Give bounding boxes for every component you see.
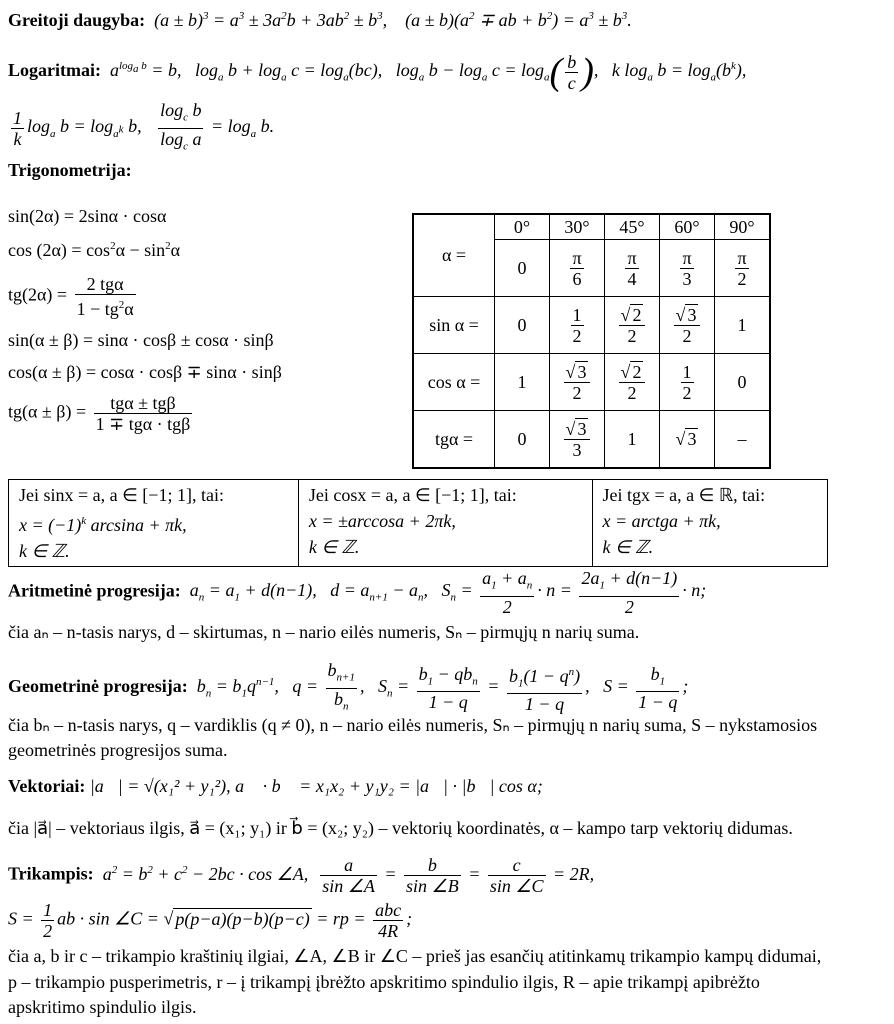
sin-cell: $\frac{1}{2}$ (550, 297, 605, 354)
tg-cell: 1 (605, 411, 660, 469)
sin-cell: 1 (715, 297, 771, 354)
geometric-progression-line (8, 660, 688, 716)
fast-multiplication-line (8, 10, 632, 31)
trig-values-table (412, 213, 771, 469)
triangle-note-2: p – trikampio pusperimetris, r – į trikampį įbrėžto apskritimo spindulio ilgis, R – apie trikampį apibrėžto (8, 972, 760, 992)
trigonometry-label: Trigonometrija: (8, 160, 132, 180)
row-label-sin: sin α = (413, 297, 495, 354)
cos-cell: $\frac{√ 2}{2}$ (605, 354, 660, 411)
arithmetic-progression-label: Aritmetinė progresija: (8, 580, 181, 601)
cos-cell: 0 (715, 354, 771, 411)
vectors-line (8, 776, 543, 797)
equation-sin-cell (9, 480, 299, 567)
degree-cell: 30° (550, 214, 605, 240)
arithmetic-progression-formula: $a_n = a_1 + d(n-1)$, $d = a_{n+1} - a_n$, $S_n$ = $\frac{a_1 + a_n}{2}$ · n = $\frac{2a_1 + d(n-1)}{2}$ · n; (185, 568, 707, 617)
geometric-progression-note-2: geometrinės progresijos suma. (8, 740, 228, 760)
triangle-label: Trikampis: (8, 863, 94, 884)
degree-cell: 45° (605, 214, 660, 240)
degree-cell: 0° (495, 214, 550, 240)
tg-cell: – (715, 411, 771, 469)
logarithms-label: Logaritmai: (8, 60, 101, 81)
cos-cell: 1 (495, 354, 550, 411)
row-label-tg: tgα = (413, 411, 495, 469)
equation-line: $x = (-1)^k$ arcsina + πk, (19, 515, 187, 535)
vectors-note: čia |a⃗| – vektoriaus ilgis, a⃗ = (x₁; y₁) ir b⃗ = (x₂; y₂) – vektorių koordinatės, α – kampo tarp vektorių didumas. (8, 818, 793, 838)
vectors-label: Vektoriai: (8, 776, 86, 796)
row-label-cos: cos α = (413, 354, 495, 411)
sin-cell: $\frac{√ 3}{2}$ (660, 297, 715, 354)
radian-cell: 0 (495, 240, 550, 297)
triangle-formula-2: S = $\frac{1}{2}$ ab · sin ∠C = √ p(p−a)(p−b)(p−c) = rp = $\frac{\text{abc}}{4R}$ ; (8, 900, 413, 941)
radian-cell: $\frac{\pi}{4}$ (605, 240, 660, 297)
equation-cos-cell (298, 480, 592, 567)
triangle-note-3: apskritimo spindulio ilgis. (8, 997, 197, 1017)
degree-cell: 60° (660, 214, 715, 240)
geometric-progression-label: Geometrinė progresija: (8, 676, 188, 697)
equation-line: x = arctga + πk, (602, 511, 721, 531)
cos-cell: $\frac{√ 3}{2}$ (550, 354, 605, 411)
trig-equations-table (8, 479, 828, 567)
equation-line: k ∈ ℤ. (308, 537, 360, 557)
logarithms-line (8, 50, 746, 94)
sin-cell: $\frac{√ 2}{2}$ (605, 297, 660, 354)
vectors-formula: |a⃗| = √(x₁² + y₁²), a⃗ · b⃗ = x₁x₂ + y₁y₂ = |a⃗| · |b⃗| cos α; (89, 776, 543, 796)
identity-tg-sum: tg(α ± β) = $\frac{\text{tgα ± tgβ}}{\text{1 ∓ tgα · tgβ}}$ (8, 393, 191, 434)
radian-cell: $\frac{\pi}{6}$ (550, 240, 605, 297)
arithmetic-progression-line (8, 568, 706, 617)
degree-cell: 90° (715, 214, 771, 240)
fast-multiplication-label: Greitoji daugyba: (8, 10, 146, 30)
row-label-alpha: α = (413, 214, 495, 297)
equation-line: Jei cosx = a, a ∈ [−1; 1], tai: (308, 485, 517, 505)
equation-line: Jei tgx = a, a ∈ ℝ, tai: (602, 485, 766, 505)
tg-cell: $\frac{√ 3}{3}$ (550, 411, 605, 469)
geometric-progression-note-1: čia bₙ – n-tasis narys, q – vardiklis (q ≠ 0), n – nario eilės numeris, Sₙ – pirmųjų n narių suma, S – nykstamosios (8, 715, 818, 735)
equation-line: Jei sinx = a, a ∈ [−1; 1], tai: (19, 485, 224, 505)
identity-sin2a: sin(2α) = 2sinα · cosα (8, 206, 167, 226)
identity-sin-sum: sin(α ± β) = sinα · cosβ ± cosα · sinβ (8, 330, 274, 350)
radian-cell: $\frac{\pi}{2}$ (715, 240, 771, 297)
fast-multiplication-formula: $(a \pm b)^3 = a^3 \pm 3a^2b + 3ab^2 \pm b^3$, $(a \pm b)(a^2$ ∓ ab + $b^2) = a^3 \pm b^3$. (149, 10, 632, 30)
equation-line: k ∈ ℤ. (602, 537, 654, 557)
triangle-formula-1: $a^2 = b^2 + c^2 - 2bc \cdot \cos$ ∠A, $\frac{a}{\sin \angle A}$ = $\frac{b}{\sin \angle B}$ = $\frac{c}{\sin \angle C}$ = 2R, (98, 855, 595, 896)
tg-cell: 0 (495, 411, 550, 469)
equation-line: x = ±arccosa + 2πk, (308, 511, 456, 531)
identity-tg2a: tg(2α) = $\frac{\text{2 tgα}}{1 - tg^2\alpha}$ (8, 274, 134, 319)
identity-cos2a: $\cos (2\alpha) = \cos^2\alpha - \sin^2\alpha$ (8, 240, 181, 260)
logarithms-formula-1: $a^{log_a b} = b$, $\log_a b + \log_a c = \log_a(bc)$, $\log_a b - \log_a c = \log_a$( $\frac{b}{c}$ ), k $\log_a b = \log_a(b^k)$, (105, 51, 747, 93)
logarithms-formula-2: $\frac{1}{k}$ $\log_a b = \log_{a^k} b$, $\frac{\log_c b}{\log_c a}$ = $\log_a b$. (13, 100, 275, 153)
geometric-progression-formula: $b_n = b_1q^{n-1}$, q = $\frac{b_{n+1}}{b_n}$ , $S_n$ = $\frac{b_1 - qb_n}{1 - q}$ = $\frac{b_1(1 - q^n)}{1 - q}$ , S = $\frac{b_1}{1 - q}$ ; (192, 660, 689, 715)
sin-cell: 0 (495, 297, 550, 354)
triangle-note-1: čia a, b ir c – trikampio kraštinių ilgiai, ∠A, ∠B ir ∠C – prieš jas esančių atitinkamų trikampio kampų didumai, (8, 946, 822, 966)
triangle-line (8, 855, 594, 896)
arithmetic-progression-note: čia aₙ – n-tasis narys, d – skirtumas, n – nario eilės numeris, Sₙ – pirmųjų n narių suma. (8, 622, 640, 642)
cos-cell: $\frac{1}{2}$ (660, 354, 715, 411)
tg-cell: √ 3 (660, 411, 715, 469)
equation-tg-cell (592, 480, 827, 567)
radian-cell: $\frac{\pi}{3}$ (660, 240, 715, 297)
identity-cos-sum: cos(α ± β) = cosα · cosβ ∓ sinα · sinβ (8, 362, 282, 382)
equation-line: k ∈ ℤ. (19, 541, 70, 561)
